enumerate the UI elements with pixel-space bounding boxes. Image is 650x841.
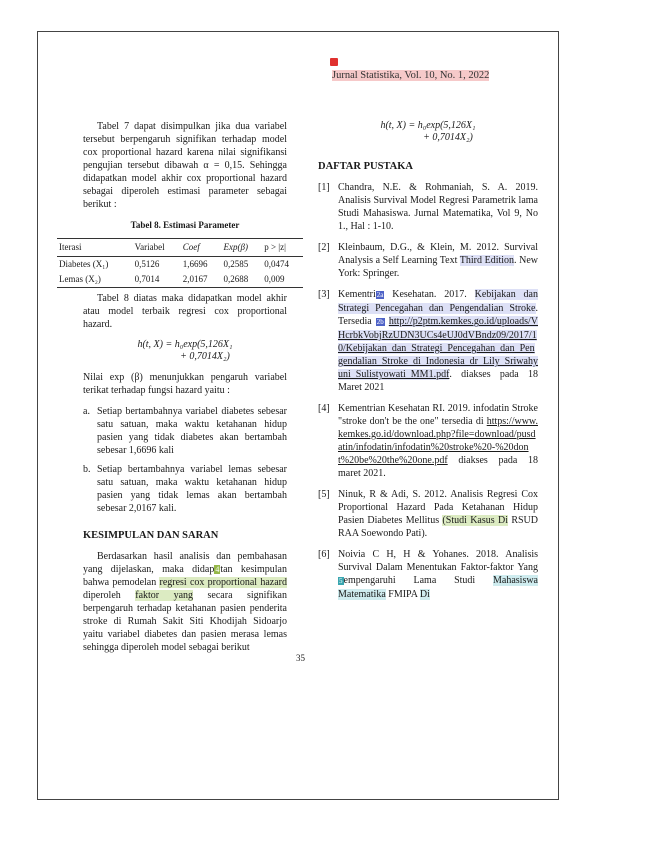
text-run: tan kesimpulan bahwa pemodelan [83,564,287,588]
reference-text: RSUD RAA Soewondo Pati). [338,515,538,539]
highlight-annotation[interactable]: faktor yang [135,590,194,601]
reference-text: . Tersedia [338,303,538,327]
journal-header [332,70,489,81]
reference-text: Kementrian Kesehatan RI. 2019. infodatin Stroke "stroke don't be the one" tersedia di [338,403,538,427]
reference-text: empengaruhi Lama Studi [343,575,493,586]
table-cell: Lemas (X₂) [57,272,133,288]
reference-number: [6] [318,549,330,560]
reference-item [318,548,538,601]
reference-item [318,288,538,394]
comment-badge-icon[interactable]: 4 [215,565,220,574]
table-cell: 0,2585 [223,259,249,269]
table-header: Exp(β) [222,239,263,257]
reference-item [318,402,538,480]
section-title: KESIMPULAN DAN SARAN [83,530,219,541]
equation-line: + 0,7014X₂) [423,132,473,143]
table-cell: Diabetes (X₁) [59,259,109,269]
reference-item [318,488,538,540]
reference-text: Noivia C H, H & Yohanes. 2018. Analisis Survival Dalam Menentukan Faktor-faktor Yang [338,549,538,573]
estimation-table [57,238,303,288]
table-cell: 0,2688 [222,272,263,288]
reference-number: [2] [318,242,330,253]
table-cell: 0,0474 [264,259,289,269]
page-number: 35 [296,653,305,663]
table-header: Coef [181,239,222,257]
table-cell: 0,7014 [133,272,181,288]
model-equation [318,120,538,144]
list-item [83,405,287,457]
interpretation-list [83,405,287,515]
left-column [59,120,289,654]
intro-paragraph: Tabel 7 dapat disimpulkan jika dua variabel tersebut berpengaruh signifikan terhadap model cox proportional hazard karena nilai signifikansi pengujian tersebut dibawah α = 0,15. Sehingga didapatkan model akhir cox proportional hazard sebagai diperoleh estimasi parameter sebagai berikut : [83,121,287,210]
reference-link[interactable]: https://www.kemkes.go.id/download.php?file=download/pusdatin/infodatin/infodatin%20stroke%20-%20dont%20be%20the%20one.pdf [338,416,538,466]
reference-text: . diakses pada 18 Maret 2021 [338,369,538,393]
table-cell: 1,6696 [182,259,208,269]
text-run: Berdasarkan hasil analisis dan pembahasan yang dijelaskan, maka didap [83,551,287,575]
comment-badge-icon[interactable]: 5 [339,577,343,585]
reference-text: Kementri [338,289,376,300]
list-label: a. [83,406,90,417]
table-cell: 0,009 [262,272,303,288]
reference-item [318,241,538,280]
conclusion-paragraph [83,550,287,654]
reference-number: [4] [318,403,330,414]
reference-text: diakses pada 18 maret 2021. [338,455,538,479]
equation-line: + 0,7014X₂) [180,351,230,362]
list-item [83,463,287,515]
equation-line: h(t, X) = h₀exp(5,126X₁ [137,339,233,350]
text-run: secara signifikan berpengaruh terhadap ketahanan pasien penderita stroke di Rumah Sakit Siti Khodijah Sidoarjo yaitu variabel diabetes dan pasien merasa lemas sehingga diperoleh model sebagai berikut [83,590,287,653]
table-row [57,272,303,288]
table-header: p > |z| [262,239,303,257]
comment-badge-icon[interactable] [330,58,338,66]
highlight-annotation[interactable]: (Studi Kasus Di [442,515,508,526]
table-row [57,257,303,273]
equation-line: h(t, X) = h₀exp(5,126X₁ [380,120,476,131]
section-title: DAFTAR PUSTAKA [318,161,413,172]
reference-text: FMIPA [385,589,420,600]
table-cell: 2,0167 [181,272,222,288]
highlight-annotation[interactable]: regresi cox proportional hazard [159,577,287,588]
list-label: b. [83,464,91,475]
table-cell: 0,5126 [134,259,160,269]
after-equation-paragraph: Nilai exp (β) menunjukkan pengaruh variabel terikat terhadap fungsi hazard yaitu : [83,372,287,396]
table-header: Variabel [133,239,181,257]
reference-text: Kleinbaum, D.G., & Klein, M. 2012. Survival Analysis a Self Learning Text [338,242,538,266]
text-run: diperoleh [83,590,136,601]
list-text: Setiap bertambahnya variabel lemas sebesar satu satuan, maka waktu ketahanan hidup pasien yang tidak lemas akan bertambah sebesar 2,0167 kali. [97,464,287,514]
reference-number: [3] [318,289,330,300]
table-header: Iterasi [57,239,133,257]
highlight-annotation[interactable]: Di [419,589,430,600]
list-text: Setiap bertambahnya variabel diabetes sebesar satu satuan, maka waktu ketahanan hidup pasien yang tidak diabetes akan bertambah sebesar 1,6696 kali [97,406,287,456]
reference-link[interactable]: http://p2ptm.kemkes.go.id/uploads/VHcrbkVobjRzUDN3UCs4eUJ0dVBndz09/2017/10/Kebijakan_dan_Strategi_Pencegahan_dan_Pengendalian_Stroke_di_Indonesia_dr_Lily_Sriwahyuni_Sulistyowati_MM1.pdf [338,316,538,380]
highlight-annotation[interactable]: Third Edition [459,255,515,266]
highlight-annotation[interactable]: Mahasiswa Matematika [338,575,538,600]
reference-text: Ninuk, R & Adi, S. 2012. Analisis Regresi Cox Proportional Hazard Pada Ketahanan Hidup Pasien Diabetes Mellitus [338,489,538,526]
reference-number: [5] [318,489,330,500]
comment-badge-icon[interactable]: 2b [376,318,384,326]
model-equation [83,339,287,363]
reference-text: . New York: Springer. [338,255,539,279]
reference-number: [1] [318,182,330,193]
journal-title: Jurnal Statistika, Vol. 10, No. 1, 2022 [332,70,490,81]
right-column [318,120,538,609]
table-caption: Tabel 8. Estimasi Parameter [130,220,240,230]
reference-text: Kesehatan. 2017. [384,289,475,300]
reference-text: Chandra, N.E. & Rohmaniah, S. A. 2019. Analisis Survival Model Regresi Parametrik lama Studi Mahasiswa. Jurnal Matematika, Vol 9, No 1., Hal : 1-10. [338,182,538,232]
after-table-paragraph: Tabel 8 diatas maka didapatkan model akhir atau model terbaik regresi cox proportional hazard. [83,293,287,330]
comment-badge-icon[interactable]: 2a [376,291,384,299]
reference-item [318,181,538,233]
highlight-annotation[interactable]: Kebijakan dan Strategi Pencegahan dan Pengendalian Stroke [338,289,538,314]
